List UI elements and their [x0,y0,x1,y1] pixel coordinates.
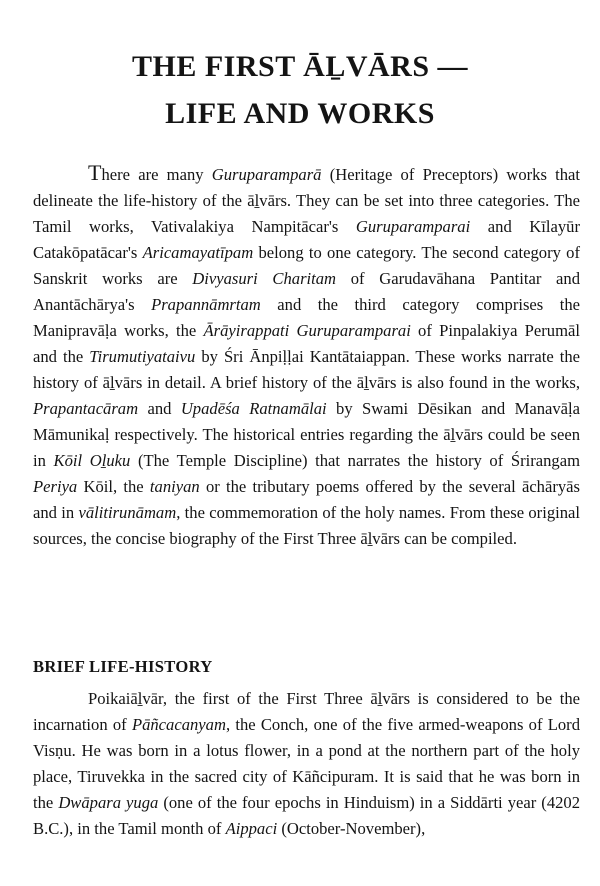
text-run: and the third category comprises the Manipravāḷa works, the [33,295,580,340]
italic-term: Prapantacāram [33,399,139,418]
text-run: are many [130,165,212,184]
text-run: of Garudavāhana Pantitar and Anantāchārya's [33,269,581,314]
italic-term: Dwāpara yuga [58,793,159,812]
text-run: (one of the four epochs in Hinduism) in a Siddārti year (4202 B.C.), in the Tamil month of [33,793,581,838]
italic-term: Upadēśa Ratnamālai [180,399,327,418]
italic-term: Aricamayatīpam [142,243,254,262]
text-run: and Kīlayūr Catakōpatācar's [33,217,580,262]
intro-paragraph [33,160,580,552]
chapter-title-line-1: THE FIRST ĀḺVĀRS — [131,50,469,83]
text-run: Kōil, the [77,477,150,496]
text-run: (The Temple Discipline) that narrates the history of Śrirangam [130,451,580,470]
text-run: by Swami Dēsikan and Manavāḷa Māmunikaḷ respectively. The historical entries regarding the āḻvārs could be seen in [33,399,580,470]
life-history-paragraph [33,686,580,842]
text-run: of Pinpalakiya Perumāl and the [33,321,580,366]
italic-term: Ārāyirappati Guruparamparai [203,321,411,340]
italic-term: vālitirunāmam [78,503,177,522]
drop-cap-letter: T [88,160,102,185]
italic-term: Aippaci [225,819,278,838]
text-run: belong to one category. The second category of Sanskrit works are [33,243,580,288]
italic-term: Pāñcacanyam [131,715,226,734]
chapter-title-line-2: LIFE AND WORKS [165,97,435,130]
text-run: Poikaiāḻvār, the first of the First Three āḻvārs is considered to be the incarnation of [33,689,580,734]
text-run: (Heritage of Preceptors) works that delineate the life-history of the āḻvārs. They can be set into three categories. The Tamil works, Vativalakiya Nampitācar's [33,165,580,236]
text-run: or the tributary poems offered by the several āchāryās and in [33,477,580,522]
italic-term: Kōil Oḻuku [53,451,131,470]
section-heading: BRIEF LIFE-HISTORY [33,657,213,676]
italic-term: taniyan [149,477,200,496]
italic-term: Divyasuri Charitam [192,269,337,288]
italic-term: Guruparamparai [355,217,471,236]
italic-term: Periya [33,477,78,496]
italic-term: Guruparamparā [211,165,322,184]
paragraph-opening-word: There [88,160,131,185]
text-run: by Śri Ānpiḷḷai Kantātaiappan. These works narrate the history of āḻvārs in detail. A brief history of the āḻvārs is also found in the works, [33,347,581,392]
text-run: (October-November), [277,819,426,838]
text-run: , the Conch, one of the five armed-weapons of Lord Visṇu. He was born in a lotus flower, in a pond at the northern part of the holy place, Tiruvekka in the sacred city of Kāñcipuram. It is said that he was born in the [33,715,580,812]
text-run: and [138,399,181,418]
italic-term: Prapannāmrtam [151,295,261,314]
italic-term: Tirumutiyataivu [89,347,196,366]
text-run: , the commemoration of the holy names. From these original sources, the concise biography of the First Three āḻvārs can be compiled. [33,503,580,548]
